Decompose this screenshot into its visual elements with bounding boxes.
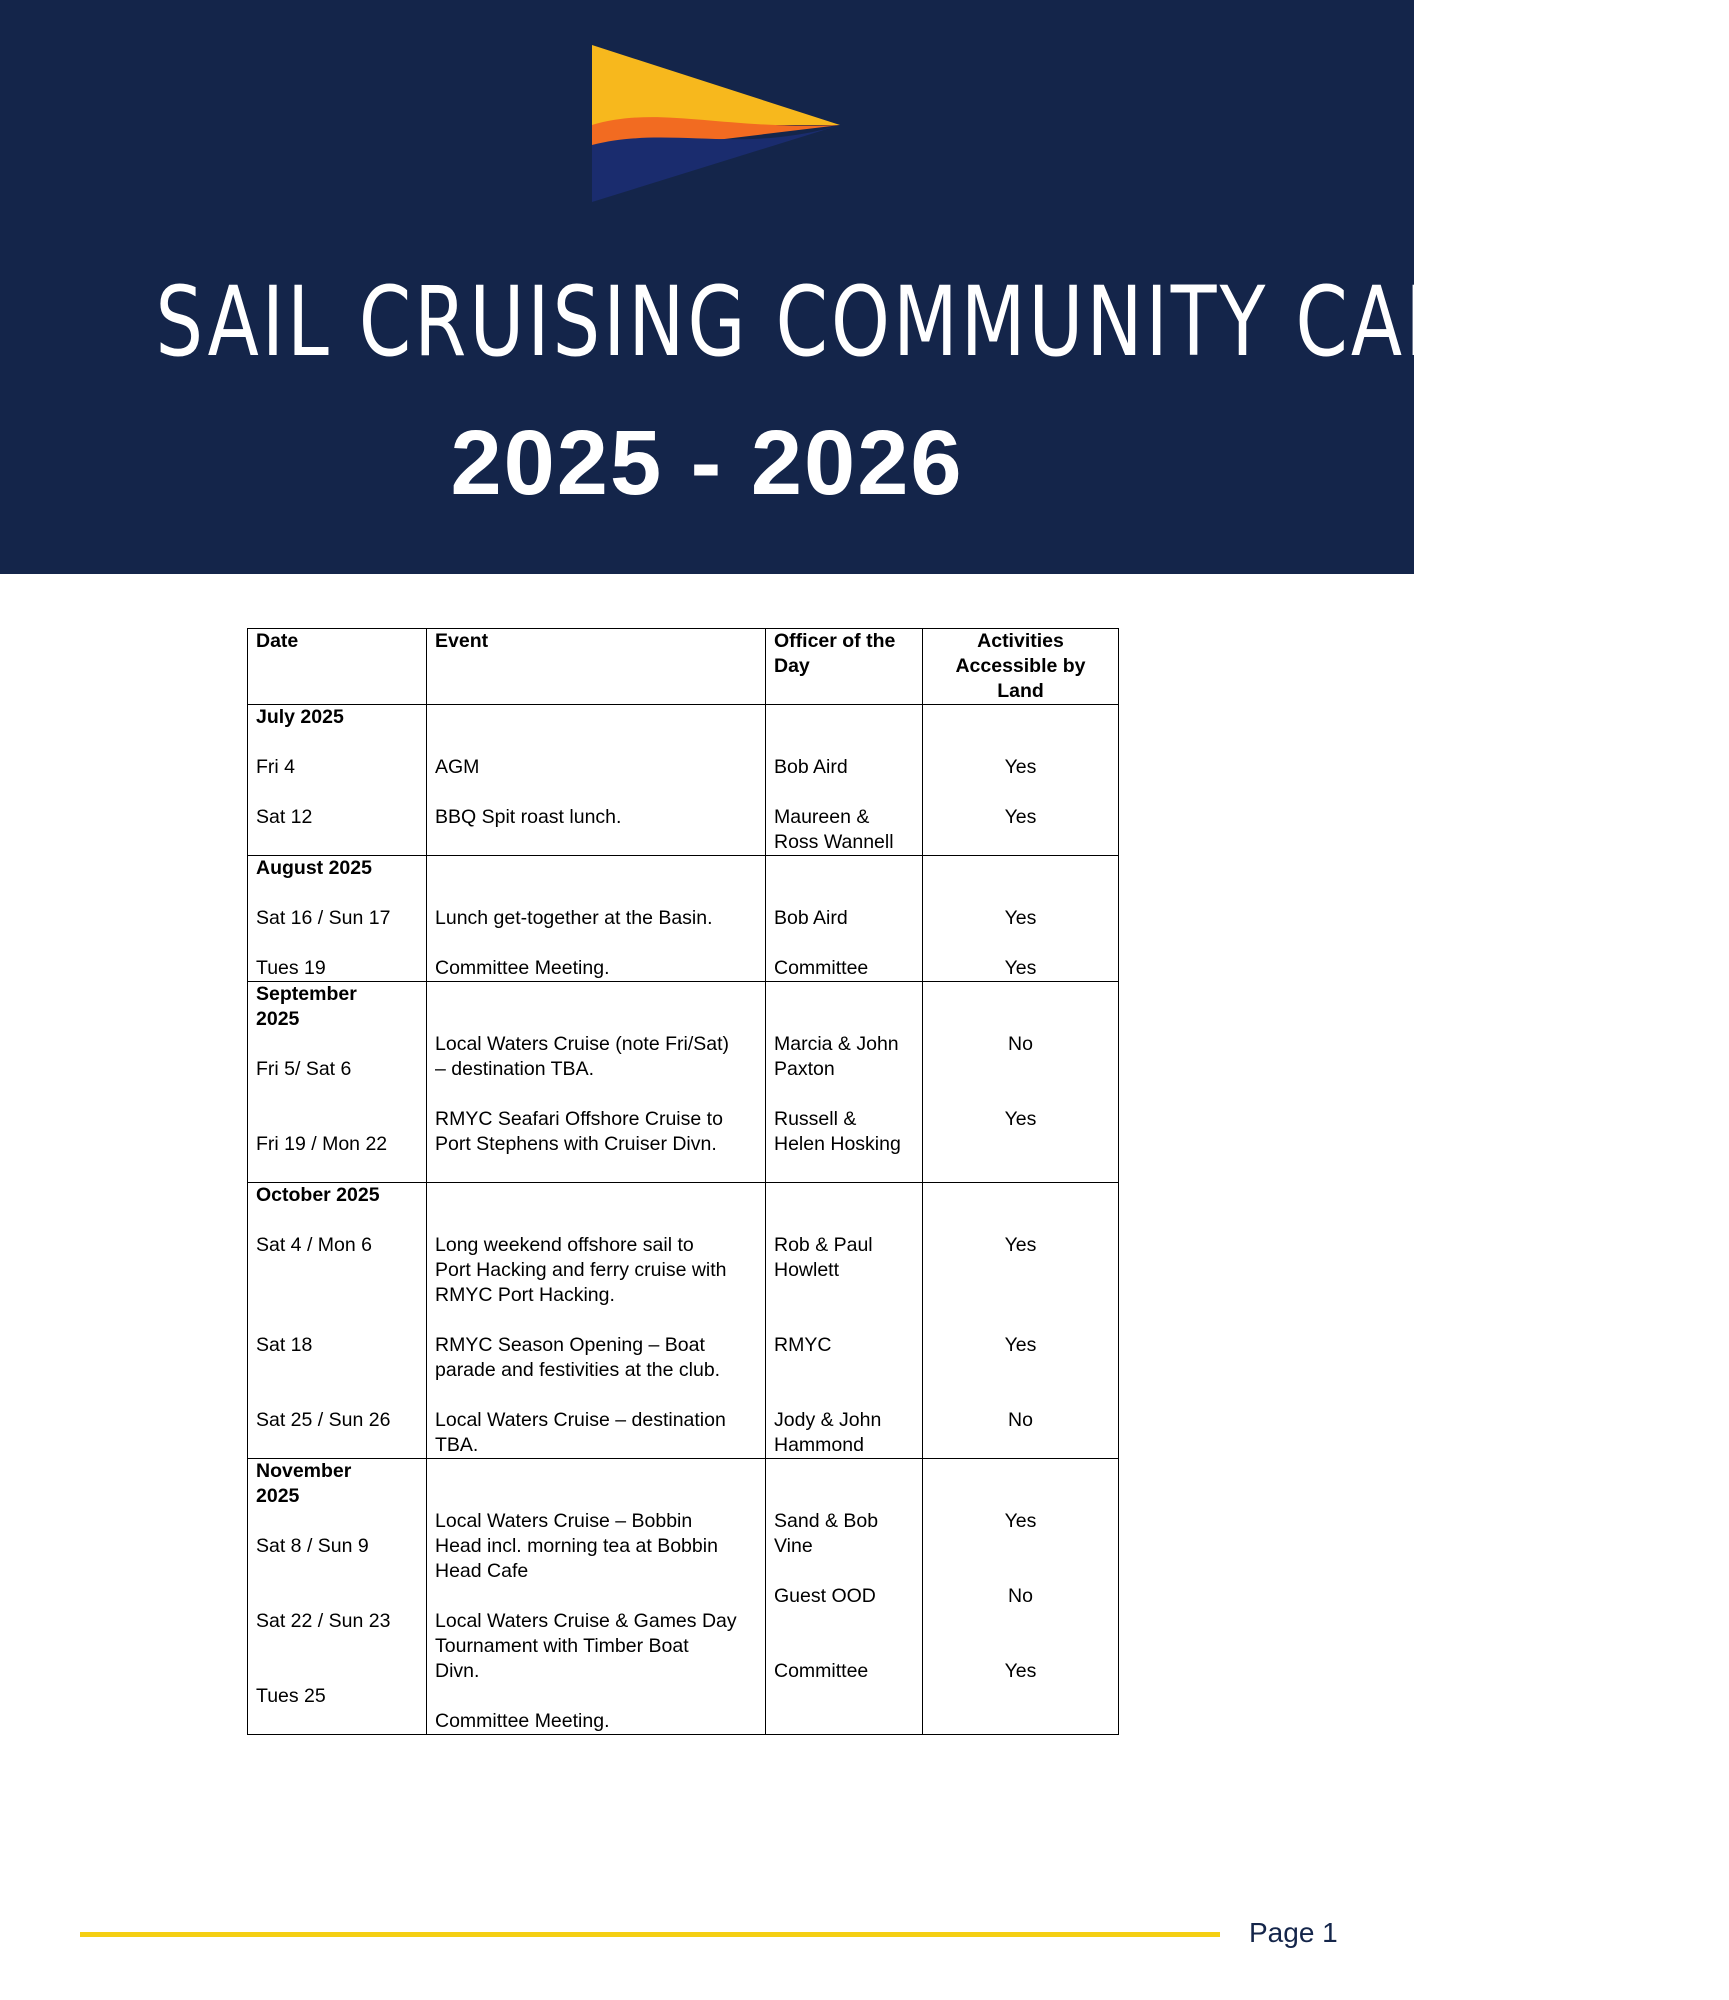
table-header-row bbox=[248, 629, 1119, 705]
date-cell: November 2025 Sat 8 / Sun 9 Sat 22 / Sun 23 Tues 25 bbox=[248, 1459, 427, 1735]
header-banner bbox=[0, 0, 1729, 574]
event-cell: Lunch get-together at the Basin. Committee Meeting. bbox=[427, 856, 766, 982]
page-number: Page 1 bbox=[1249, 1917, 1338, 1948]
column-header-event: Event bbox=[427, 629, 766, 705]
access-cell: No Yes bbox=[923, 982, 1119, 1183]
date-cell: September 2025 Fri 5/ Sat 6 Fri 19 / Mon 22 bbox=[248, 982, 427, 1183]
table-row-october bbox=[248, 1183, 1119, 1459]
page-subtitle-years: 2025 - 2026 bbox=[450, 412, 964, 514]
page-title: SAIL CRUISING COMMUNITY CALENDAR bbox=[155, 266, 1729, 378]
column-header-officer: Officer of the Day bbox=[766, 629, 923, 705]
date-cell: July 2025 Fri 4 Sat 12 bbox=[248, 705, 427, 856]
calendar-table bbox=[247, 628, 1119, 1735]
month-label: September bbox=[256, 983, 357, 1005]
officer-cell: Rob & Paul Howlett RMYC Jody & John Hammond bbox=[766, 1183, 923, 1459]
column-header-date: Date bbox=[248, 629, 427, 705]
date-cell: August 2025 Sat 16 / Sun 17 Tues 19 bbox=[248, 856, 427, 982]
footer-divider bbox=[80, 1932, 1220, 1937]
officer-cell: Sand & Bob Vine Guest OOD Committee bbox=[766, 1459, 923, 1735]
officer-cell: Marcia & John Paxton Russell & Helen Hosking bbox=[766, 982, 923, 1183]
access-cell: Yes Yes bbox=[923, 705, 1119, 856]
access-cell: Yes No Yes bbox=[923, 1459, 1119, 1735]
date-cell: October 2025 Sat 4 / Mon 6 Sat 18 Sat 25 / Sun 26 bbox=[248, 1183, 427, 1459]
table-row-august bbox=[248, 856, 1119, 982]
month-label: October 2025 bbox=[256, 1184, 380, 1206]
event-cell: Long weekend offshore sail to Port Hacking and ferry cruise with RMYC Port Hacking. RMYC Season Opening – Boat parade and festivities at the club. Local Waters Cruise – destination TBA. bbox=[427, 1183, 766, 1459]
month-label: July 2025 bbox=[256, 706, 344, 728]
month-label: August 2025 bbox=[256, 857, 372, 879]
access-cell: Yes Yes No bbox=[923, 1183, 1119, 1459]
event-cell: AGM BBQ Spit roast lunch. bbox=[427, 705, 766, 856]
pennant-flag-icon bbox=[590, 45, 840, 205]
table-row-july bbox=[248, 705, 1119, 856]
officer-cell: Bob Aird Maureen & Ross Wannell bbox=[766, 705, 923, 856]
month-label: November bbox=[256, 1460, 352, 1482]
table-row-november bbox=[248, 1459, 1119, 1735]
event-cell: Local Waters Cruise – Bobbin Head incl. morning tea at Bobbin Head Cafe Local Waters Cruise & Games Day Tournament with Timber Boat Divn. Committee Meeting. bbox=[427, 1459, 766, 1735]
table-row-september bbox=[248, 982, 1119, 1183]
column-header-access: Activities Accessible by Land bbox=[923, 629, 1119, 705]
access-cell: Yes Yes bbox=[923, 856, 1119, 982]
officer-cell: Bob Aird Committee bbox=[766, 856, 923, 982]
event-cell: Local Waters Cruise (note Fri/Sat) – destination TBA. RMYC Seafari Offshore Cruise to Port Stephens with Cruiser Divn. bbox=[427, 982, 766, 1183]
